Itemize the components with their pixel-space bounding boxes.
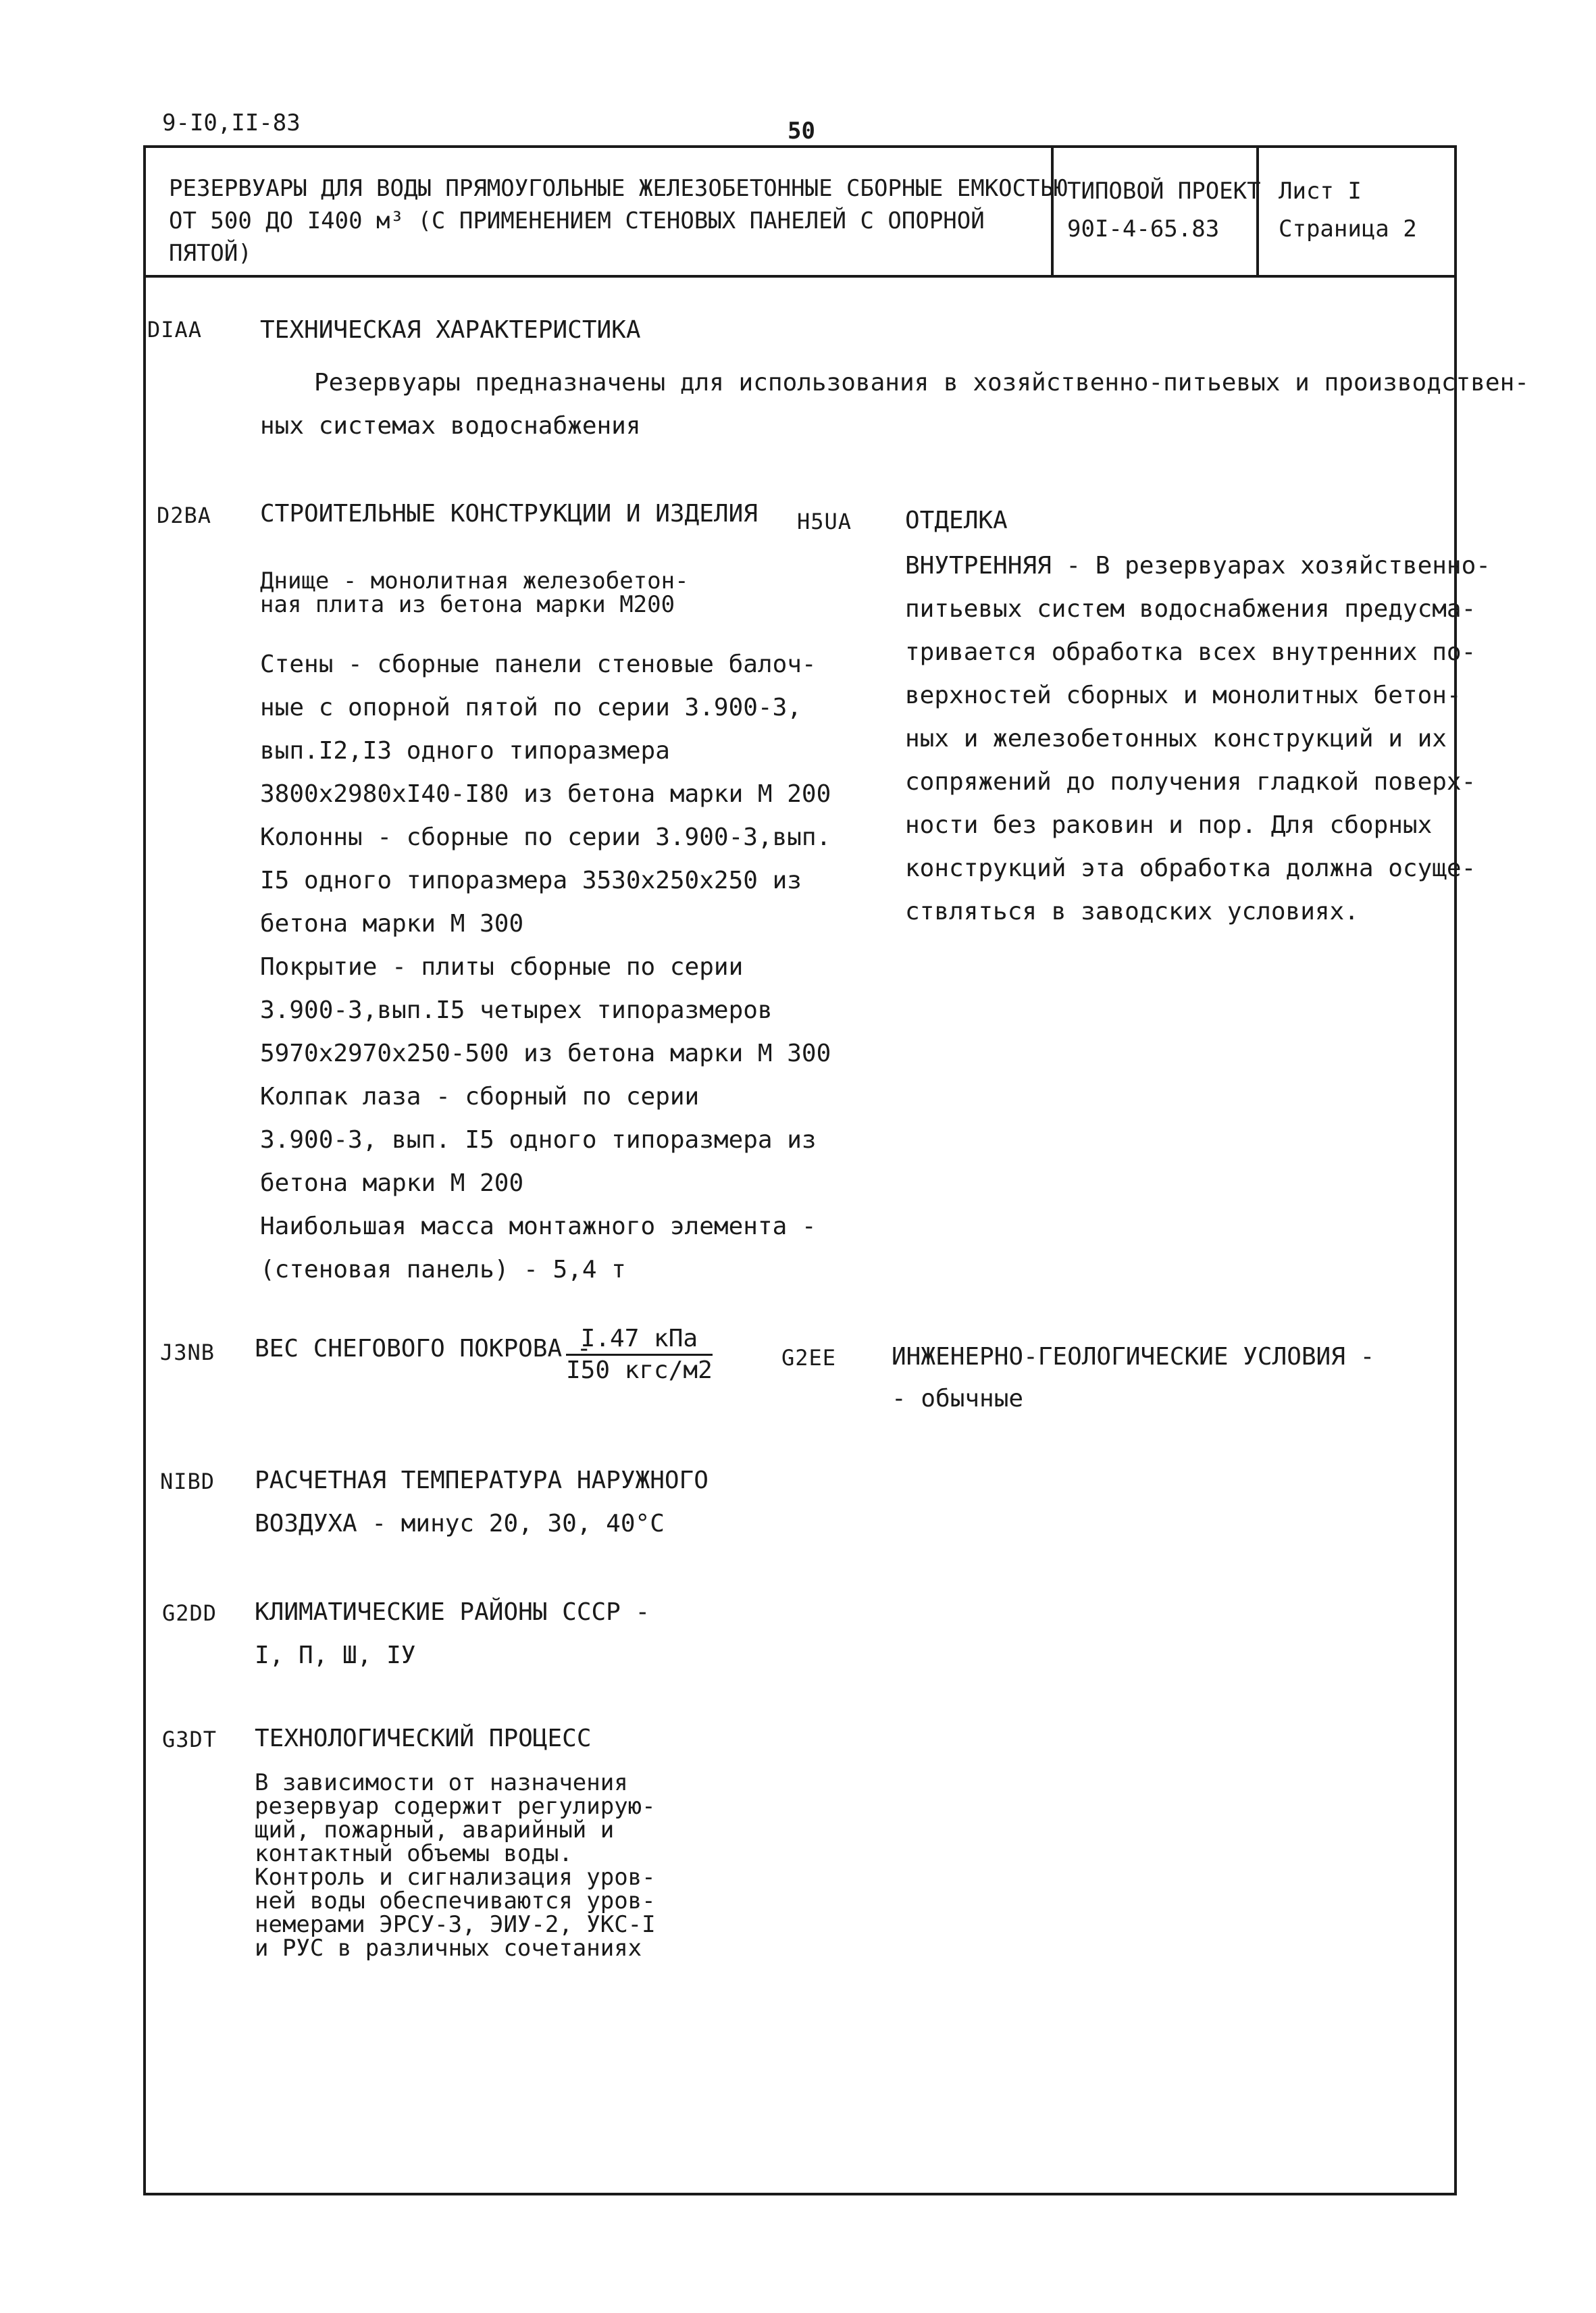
text-line: вып.I2,I3 одного типоразмера xyxy=(260,737,670,765)
section-code: G2DD xyxy=(162,1600,217,1626)
text-line: Контроль и сигнализация уров- xyxy=(255,1864,656,1891)
text-line: ная плита из бетона марки М200 xyxy=(260,591,675,618)
header-divider xyxy=(143,275,1457,278)
text-line: резервуар содержит регулирую- xyxy=(255,1793,656,1820)
text-line: сопряжений до получения гладкой поверх- xyxy=(905,768,1476,796)
finish-details xyxy=(905,544,1491,934)
text-line: тривается обработка всех внутренних по- xyxy=(905,638,1476,666)
text-line: ствляться в заводских условиях. xyxy=(905,898,1359,925)
project-info xyxy=(1067,172,1261,248)
text-line: I, П, Ш, IУ xyxy=(255,1642,416,1669)
process-details xyxy=(255,1771,656,1960)
text-line: щий, пожарный, аварийный и xyxy=(255,1816,615,1844)
section-title: ТЕХНОЛОГИЧЕСКИЙ ПРОЦЕСС xyxy=(255,1725,592,1752)
temperature-block xyxy=(255,1459,709,1546)
page-number: 50 xyxy=(788,118,815,145)
text-line: ных и железобетонных конструкций и их xyxy=(905,725,1447,753)
geo-value: - обычные xyxy=(892,1385,1024,1413)
header-title-line: РЕЗЕРВУАРЫ ДЛЯ ВОДЫ ПРЯМОУГОЛЬНЫЕ ЖЕЛЕЗОБЕТОННЫЕ СБОРНЫЕ ЕМКОСТЬЮ xyxy=(169,175,1068,202)
section-code: G2EE xyxy=(781,1345,837,1371)
text-line: и РУС в различных сочетаниях xyxy=(255,1935,642,1962)
text-line: ВОЗДУХА - минус 20, 30, 40°С xyxy=(255,1510,665,1537)
section-code: DIAA xyxy=(147,317,203,342)
text-line: Наибольшая масса монтажного элемента - xyxy=(260,1213,817,1240)
text-line: Стены - сборные панели стеновые балоч- xyxy=(260,651,817,678)
text-line: немерами ЭРСУ-3, ЭИУ-2, УКС-I xyxy=(255,1911,656,1938)
text-line: I5 одного типоразмера 3530х250х250 из xyxy=(260,867,802,894)
text-line: бетона марки М 300 xyxy=(260,910,524,938)
section-title: ТЕХНИЧЕСКАЯ ХАРАКТЕРИСТИКА xyxy=(260,316,641,344)
sheet-number: Лист I xyxy=(1279,178,1362,205)
snow-load-kgf: I50 кгс/м2 xyxy=(566,1356,713,1384)
text-line: 5970х2970х250-500 из бетона марки М 300 xyxy=(260,1040,831,1067)
text-line: бетона марки М 200 xyxy=(260,1169,524,1197)
snow-load-kpa: I.47 кПа xyxy=(566,1324,713,1356)
section-code: NIBD xyxy=(160,1469,215,1494)
tech-description-cont xyxy=(260,405,641,448)
text-line: питьевых систем водоснабжения предусма- xyxy=(905,595,1476,623)
snow-load-value xyxy=(566,1324,713,1386)
page-label: Страница 2 xyxy=(1279,215,1417,243)
text-line: ней воды обеспечиваются уров- xyxy=(255,1887,656,1914)
snow-label: ВЕС СНЕГОВОГО ПОКРОВА - xyxy=(255,1335,592,1363)
header-title-line: ОТ 500 ДО I400 м³ (С ПРИМЕНЕНИЕМ СТЕНОВЫХ ПАНЕЛЕЙ С ОПОРНОЙ xyxy=(169,207,985,234)
text-line: РАСЧЕТНАЯ ТЕМПЕРАТУРА НАРУЖНОГО xyxy=(255,1467,709,1494)
text-line: Колонны - сборные по серии 3.900-3,вып. xyxy=(260,823,831,851)
text-line: конструкций эта обработка должна осуще- xyxy=(905,855,1476,882)
text-line: Резервуары предназначены для использования в хозяйственно-питьевых и производствен- xyxy=(314,369,1529,397)
section-code: D2BA xyxy=(157,503,212,528)
text-line: 3800х2980хI40-I80 из бетона марки М 200 xyxy=(260,780,831,808)
text-line: Днище - монолитная железобетон- xyxy=(260,567,689,594)
text-line: Покрытие - плиты сборные по серии xyxy=(260,953,744,981)
text-line: КЛИМАТИЧЕСКИЕ РАЙОНЫ СССР - xyxy=(255,1598,650,1626)
header-title-line: ПЯТОЙ) xyxy=(169,240,252,267)
section-code: H5UA xyxy=(797,509,852,534)
text-line: ВНУТРЕННЯЯ - В резервуарах хозяйственно- xyxy=(905,552,1491,580)
sheet-info xyxy=(1279,172,1417,248)
section-code: G3DT xyxy=(162,1727,217,1752)
section-title: ОТДЕЛКА xyxy=(905,507,1008,534)
project-label: ТИПОВОЙ ПРОЕКТ xyxy=(1067,178,1261,205)
climate-block xyxy=(255,1591,650,1677)
text-line: контактный объемы воды. xyxy=(255,1840,573,1867)
text-line: ных системах водоснабжения xyxy=(260,412,641,440)
text-line: Колпак лаза - сборный по серии xyxy=(260,1083,700,1111)
section-title: СТРОИТЕЛЬНЫЕ КОНСТРУКЦИИ И ИЗДЕЛИЯ xyxy=(260,500,758,528)
text-line: (стеновая панель) - 5,4 т xyxy=(260,1256,626,1283)
project-number: 90I-4-65.83 xyxy=(1067,215,1220,243)
text-line: верхностей сборных и монолитных бетон- xyxy=(905,682,1462,709)
document-code: 9-I0,II-83 xyxy=(162,109,301,136)
text-line: 3.900-3,вып.I5 четырех типоразмеров xyxy=(260,996,773,1024)
tech-description xyxy=(314,361,1529,405)
text-line: В зависимости от назначения xyxy=(255,1769,628,1796)
section-title: ИНЖЕНЕРНО-ГЕОЛОГИЧЕСКИЕ УСЛОВИЯ - xyxy=(892,1343,1375,1371)
construct-details xyxy=(260,643,831,1292)
text-line: 3.900-3, вып. I5 одного типоразмера из xyxy=(260,1126,817,1154)
section-code: J3NB xyxy=(160,1340,215,1365)
header-title xyxy=(169,172,1068,270)
text-line: ные с опорной пятой по серии 3.900-3, xyxy=(260,694,802,721)
construct-bottom xyxy=(260,569,689,617)
text-line: ности без раковин и пор. Для сборных xyxy=(905,811,1433,839)
